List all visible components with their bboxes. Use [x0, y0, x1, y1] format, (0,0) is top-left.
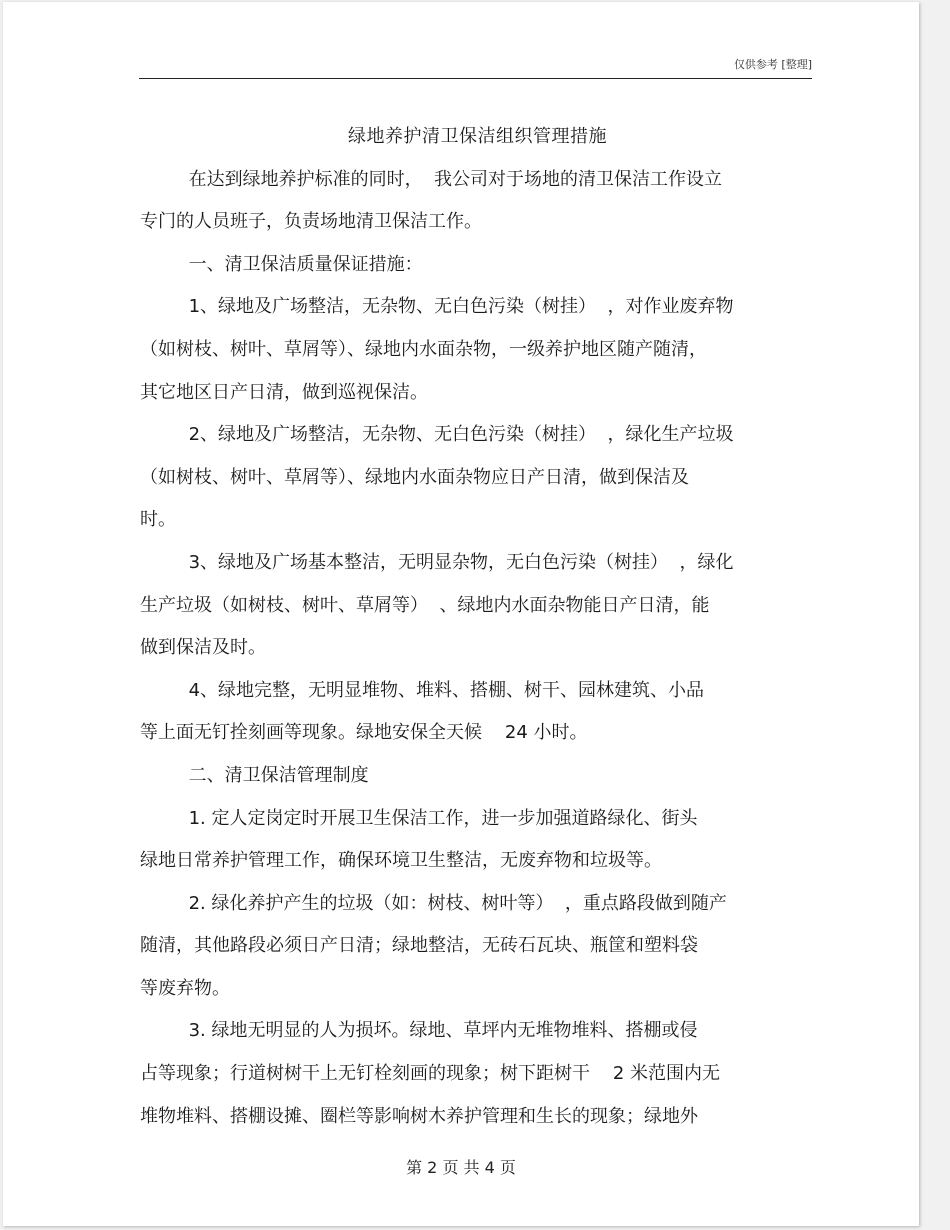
document-page: [3, 2, 919, 1226]
paragraph-line: 占等现象；行道树树干上无钉栓刻画的现象；树下距树干 2 米范围内无: [140, 1063, 721, 1085]
paragraph-line: 做到保洁及时。: [140, 637, 266, 659]
document-title: 绿地养护清卫保洁组织管理措施: [348, 126, 607, 147]
paragraph-line: 随清，其他路段必须日产日清；绿地整洁，无砖石瓦块、瓶筐和塑料袋: [140, 935, 698, 957]
header-text: 仅供参考 [整理]: [733, 58, 812, 71]
paragraph-line: 专门的人员班子，负责场地清卫保洁工作。: [140, 211, 482, 233]
page-header: [139, 58, 812, 79]
paragraph-line: 3. 绿地无明显的人为损坏。绿地、草坪内无堆物堆料、搭棚或侵: [188, 1020, 698, 1042]
paragraph-line: 2. 绿化养护产生的垃圾（如：树枝、树叶等） ，重点路段做到随产: [188, 892, 727, 914]
paragraph-line: （如树枝、树叶、草屑等）、绿地内水面杂物，一级养护地区随产随清，: [140, 338, 707, 360]
paragraph-line: 3、绿地及广场基本整洁，无明显杂物，无白色污染（树挂） ，绿化: [188, 551, 734, 573]
paragraph-line: 1、绿地及广场整洁，无杂物、无白色污染（树挂） ，对作业废弃物: [188, 296, 734, 318]
page-footer: [3, 1155, 919, 1178]
paragraph-line: 1. 定人定岗定时开展卫生保洁工作，进一步加强道路绿化、街头: [188, 807, 698, 829]
paragraph-line: 时。: [140, 509, 176, 531]
paragraph-line: 等上面无钉拴刻画等现象。绿地安保全天候 24 小时。: [140, 722, 588, 744]
paragraph-line: 4、绿地完整，无明显堆物、堆料、搭棚、树干、园林建筑、小品: [188, 679, 705, 701]
section-heading: 一、清卫保洁质量保证措施：: [188, 253, 423, 275]
paragraph-line: 绿地日常养护管理工作，确保环境卫生整洁，无废弃物和垃圾等。: [140, 850, 662, 872]
paragraph-line: 在达到绿地养护标准的同时， 我公司对于场地的清卫保洁工作设立: [188, 168, 723, 190]
paragraph-line: （如树枝、树叶、草屑等）、绿地内水面杂物应日产日清，做到保洁及: [140, 466, 689, 488]
paragraph-line: 其它地区日产日清，做到巡视保洁。: [140, 381, 428, 403]
paragraph-line: 等废弃物。: [140, 977, 230, 999]
paragraph-line: 生产垃圾（如树枝、树叶、草屑等） 、绿地内水面杂物能日产日清，能: [140, 594, 710, 616]
paragraph-line: 2、绿地及广场整洁，无杂物、无白色污染（树挂） ，绿化生产垃圾: [188, 424, 734, 446]
document-body: [140, 116, 815, 1138]
section-heading: 二、清卫保洁管理制度: [188, 764, 369, 786]
paragraph-line: 堆物堆料、搭棚设摊、圈栏等影响树木养护管理和生长的现象；绿地外: [140, 1105, 698, 1127]
page-number: 第 2 页 共 4 页: [406, 1158, 516, 1177]
